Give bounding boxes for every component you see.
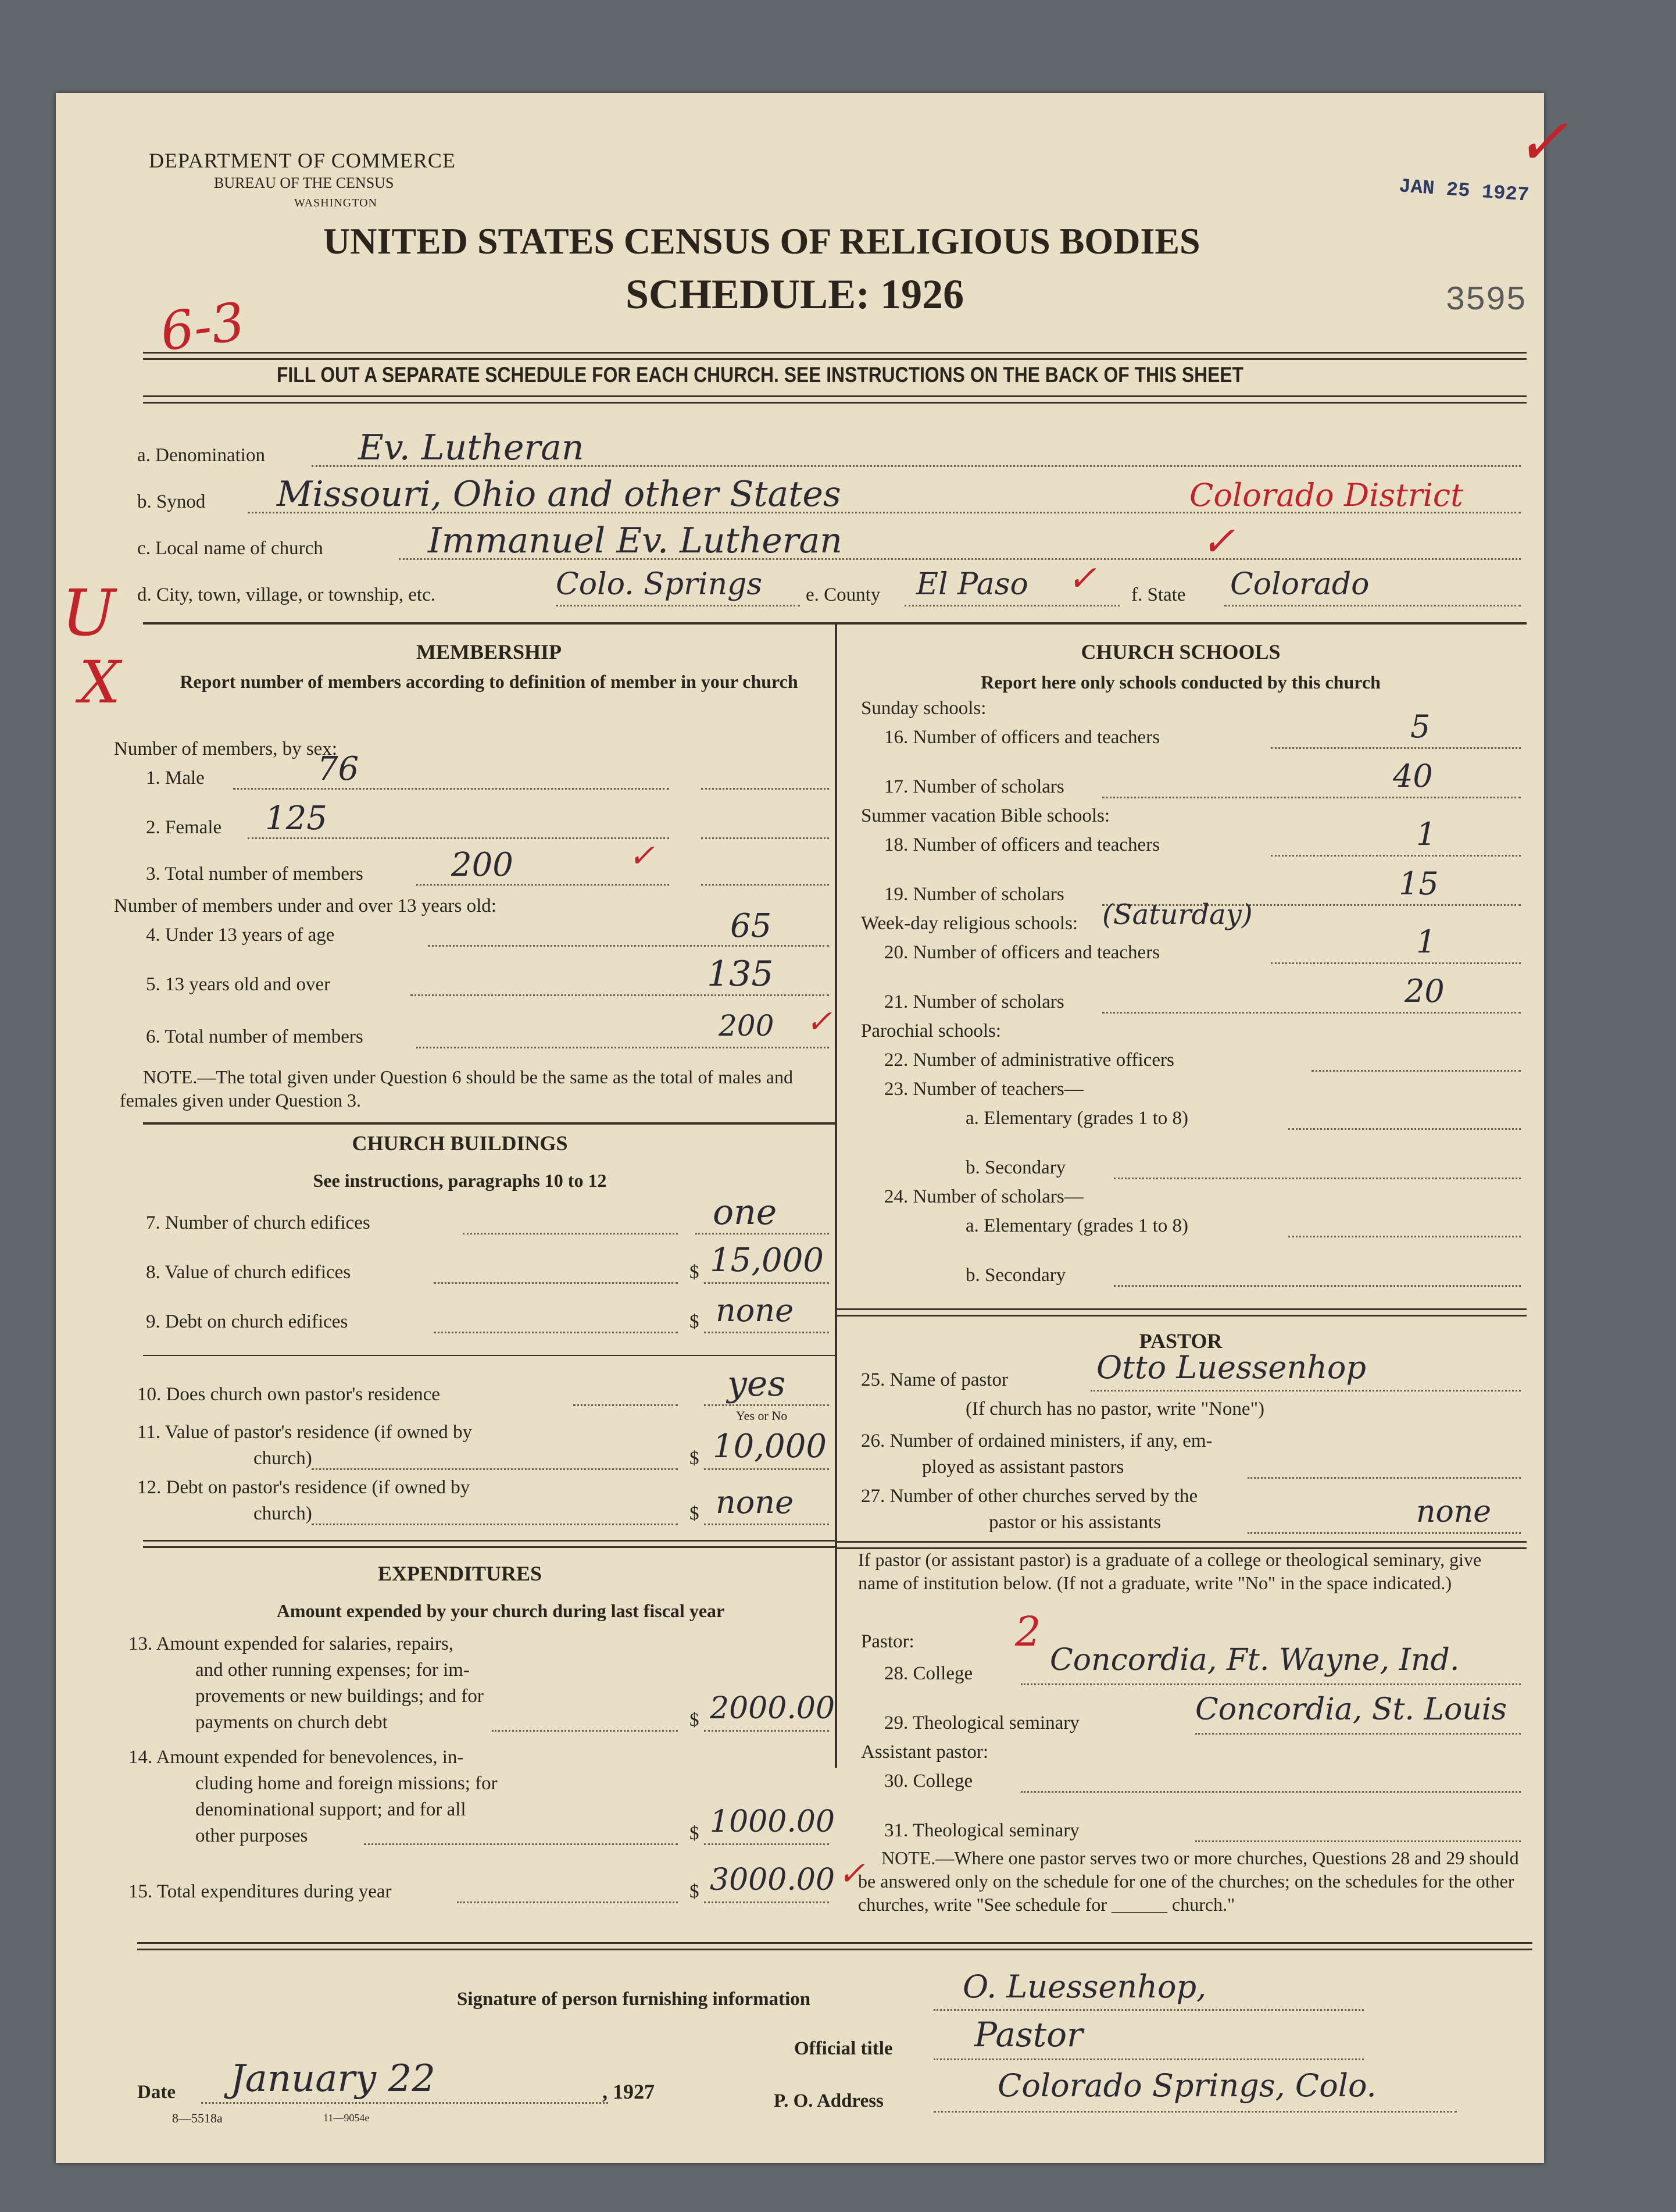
date-value: January 22	[230, 2057, 435, 2100]
buildings-rule	[143, 1540, 835, 1548]
female-line	[248, 837, 669, 839]
q30-label: 30. College	[884, 1771, 973, 1792]
q23a-line	[1288, 1128, 1521, 1130]
q26-label-a: 26. Number of ordained ministers, if any, em-	[861, 1430, 1213, 1451]
q13-line-3: provements or new buildings; and for	[195, 1686, 484, 1707]
print-number: 11—9054e	[323, 2112, 370, 2124]
church-buildings-subtitle: See instructions, paragraphs 10 to 12	[313, 1170, 607, 1191]
membership-subtitle: Report number of members according to definition of member in your church	[180, 671, 798, 692]
q22-label: 22. Number of administrative officers	[884, 1050, 1174, 1071]
q23b-label: b. Secondary	[966, 1157, 1066, 1178]
total-members-2-value: 200	[719, 1009, 774, 1043]
q10-answer-line	[704, 1404, 829, 1406]
county-label: e. County	[806, 584, 881, 605]
q28-value: Concordia, Ft. Wayne, Ind.	[1050, 1643, 1460, 1678]
form-number: 8—5518a	[172, 2111, 223, 2125]
pastor-note-check: ✓	[838, 1855, 865, 1893]
pastor-subheading: Pastor:	[861, 1631, 914, 1652]
membership-title: MEMBERSHIP	[416, 640, 562, 663]
q14-label	[128, 1744, 498, 1849]
q11-answer-line	[704, 1468, 829, 1470]
city-value: Colo. Springs	[556, 567, 763, 602]
q31-line	[1195, 1840, 1521, 1842]
q28-line	[1021, 1683, 1521, 1685]
header-rule-top	[143, 352, 1527, 360]
q14-line-4: other purposes	[195, 1825, 308, 1846]
q7-label: 7. Number of church edifices	[146, 1212, 370, 1233]
total-members-2-label: 6. Total number of members	[146, 1026, 363, 1047]
q12-value: none	[716, 1484, 794, 1521]
q15-dollar: $	[689, 1881, 699, 1902]
q17-value: 40	[1393, 758, 1433, 794]
total-members-line	[416, 884, 669, 886]
q10-label: 10. Does church own pastor's residence	[137, 1384, 440, 1405]
q28-label: 28. College	[884, 1663, 973, 1684]
q21-line	[1102, 1012, 1521, 1014]
form-title: UNITED STATES CENSUS OF RELIGIOUS BODIES	[323, 220, 1200, 262]
q31-label: 31. Theological seminary	[884, 1820, 1080, 1841]
pastor-title: PASTOR	[1139, 1329, 1223, 1353]
q14-line-3: denominational support; and for all	[195, 1799, 466, 1820]
q13-value: 2000.00	[710, 1691, 835, 1726]
q12-line	[312, 1524, 678, 1525]
q8-answer-line	[704, 1282, 829, 1284]
graduate-note: If pastor (or assistant pastor) is a graduate of a college or theological seminary, give name of institution below. (If not a graduate, write "No" in the space indicated.)	[858, 1549, 1482, 1593]
bureau-label: BUREAU OF THE CENSUS	[214, 174, 394, 191]
corner-check-mark: ✓	[1515, 105, 1569, 179]
schedule-title: SCHEDULE: 1926	[626, 271, 964, 317]
department-label: DEPARTMENT OF COMMERCE	[149, 149, 456, 172]
q8-dollar: $	[689, 1262, 699, 1283]
q11-label-b: church)	[253, 1448, 312, 1469]
total-members-value: 200	[451, 846, 513, 884]
signature-label: Signature of person furnishing information	[457, 1989, 811, 2010]
q15-value: 3000.00	[710, 1863, 835, 1897]
female-label: 2. Female	[146, 817, 222, 838]
q17-label: 17. Number of scholars	[884, 776, 1064, 797]
q13-line	[492, 1730, 678, 1732]
female-value: 125	[265, 800, 327, 837]
q29-line	[1195, 1733, 1521, 1735]
membership-note: NOTE.—The total given under Question 6 should be the same as the total of males and females given under Question 3.	[120, 1066, 793, 1111]
date-label: Date	[137, 2082, 176, 2103]
q13-answer-line	[704, 1730, 829, 1732]
column-divider	[835, 622, 837, 1768]
official-title-label: Official title	[794, 2038, 893, 2059]
q25-note: (If church has no pastor, write "None")	[966, 1398, 1265, 1419]
census-schedule-form	[56, 93, 1569, 2163]
q25-label: 25. Name of pastor	[861, 1369, 1008, 1390]
city-label: d. City, town, village, or township, etc.	[137, 584, 435, 605]
q21-label: 21. Number of scholars	[884, 991, 1064, 1012]
fill-separate-instruction: FILL OUT A SEPARATE SCHEDULE FOR EACH CHURCH. SEE INSTRUCTIONS ON THE BACK OF THIS SHEET	[277, 363, 1243, 387]
summer-schools-label: Summer vacation Bible schools:	[861, 805, 1110, 826]
under-13-value: 65	[730, 907, 772, 945]
date-year: , 1927	[602, 2080, 655, 2103]
q13-label	[128, 1631, 484, 1736]
church-schools-title: CHURCH SCHOOLS	[1081, 640, 1281, 663]
q7-answer-line	[695, 1233, 829, 1235]
total-members-label: 3. Total number of members	[146, 864, 363, 884]
q20-line	[1271, 962, 1521, 964]
expenditures-subtitle: Amount expended by your church during last fiscal year	[276, 1600, 725, 1621]
total-members-2-check: ✓	[806, 1003, 832, 1040]
county-value: El Paso	[916, 567, 1028, 602]
q24-label: 24. Number of scholars—	[884, 1186, 1084, 1207]
signature-rule	[137, 1942, 1532, 1950]
q8-value: 15,000	[710, 1241, 824, 1279]
yes-or-no-hint: Yes or No	[736, 1408, 788, 1423]
q11-label-a: 11. Value of pastor's residence (if owned by	[137, 1422, 472, 1443]
q9-line	[434, 1332, 678, 1333]
washington-label: WASHINGTON	[294, 197, 377, 209]
q16-label: 16. Number of officers and teachers	[884, 727, 1160, 748]
q12-label-b: church)	[253, 1503, 312, 1524]
male-answer-line	[701, 788, 829, 790]
q27-label-a: 27. Number of other churches served by the	[861, 1486, 1198, 1507]
q19-value: 15	[1399, 865, 1439, 902]
local-name-check: ✓	[1201, 518, 1235, 565]
q23a-label: a. Elementary (grades 1 to 8)	[966, 1108, 1189, 1129]
expenditures-title: EXPENDITURES	[377, 1562, 542, 1585]
q18-line	[1271, 855, 1521, 857]
q14-line-1: 14. Amount expended for benevolences, in-	[128, 1747, 464, 1768]
assistant-pastor-subheading: Assistant pastor:	[861, 1742, 989, 1763]
q15-label: 15. Total expenditures during year	[128, 1881, 392, 1902]
q24b-label: b. Secondary	[966, 1265, 1066, 1286]
q14-value: 1000.00	[710, 1804, 835, 1839]
margin-u-mark: U	[62, 576, 116, 650]
pastor-note: NOTE.—Where one pastor serves two or more churches, Questions 28 and 29 should be answered only on the schedule for one of the churches; on the schedules for the other churches, write "See schedule for ______ church."	[858, 1847, 1519, 1915]
q25-line	[1091, 1390, 1521, 1392]
schools-rule	[835, 1308, 1527, 1317]
q11-dollar: $	[689, 1448, 699, 1469]
church-buildings-title: CHURCH BUILDINGS	[352, 1132, 568, 1155]
over-13-label: 5. 13 years old and over	[146, 974, 331, 995]
q10-line	[573, 1404, 678, 1406]
q8-line	[434, 1282, 678, 1284]
state-label: f. State	[1131, 584, 1186, 605]
header	[56, 93, 1569, 363]
q9-value: none	[716, 1292, 794, 1329]
membership-rule	[143, 1122, 835, 1125]
q24b-line	[1114, 1285, 1521, 1287]
q10-value: yes	[727, 1364, 786, 1404]
q16-line	[1271, 747, 1521, 749]
q7-line	[463, 1233, 678, 1235]
total-members-2-line	[416, 1047, 829, 1048]
po-address-line	[934, 2111, 1457, 2113]
weekday-schools-label: Week-day religious schools:	[861, 913, 1078, 934]
state-line	[1224, 605, 1521, 606]
po-address-label: P. O. Address	[774, 2090, 884, 2111]
over-13-line	[410, 994, 829, 996]
po-address-value: Colorado Springs, Colo.	[998, 2067, 1377, 2104]
total-members-check: ✓	[628, 837, 655, 874]
header-rule-bottom	[143, 395, 1527, 404]
q13-dollar: $	[689, 1710, 699, 1731]
q27-line	[1248, 1532, 1521, 1534]
schedule-number: 3595	[1445, 282, 1527, 320]
q15-line	[457, 1901, 678, 1903]
q14-dollar: $	[689, 1823, 699, 1844]
q26-label-b: ployed as assistant pastors	[922, 1457, 1124, 1478]
q11-line	[312, 1468, 678, 1470]
q27-value: none	[1416, 1494, 1492, 1529]
synod-district-value: Colorado District	[1189, 477, 1463, 513]
q25-value: Otto Luessenhop	[1096, 1349, 1366, 1386]
over-13-value: 135	[707, 954, 774, 994]
total-members-answer-line	[701, 884, 829, 886]
church-schools-subtitle: Report here only schools conducted by this church	[981, 672, 1381, 693]
official-title-value: Pastor	[974, 2015, 1083, 2054]
q9-label: 9. Debt on church edifices	[146, 1311, 348, 1332]
q14-line	[364, 1843, 678, 1845]
members-by-sex-label: Number of members, by sex:	[114, 738, 337, 759]
q11-value: 10,000	[713, 1428, 827, 1465]
q29-value: Concordia, St. Louis	[1195, 1692, 1507, 1727]
male-label: 1. Male	[146, 768, 205, 789]
q15-answer-line	[704, 1901, 829, 1903]
q7-value: one	[713, 1192, 777, 1233]
county-line	[905, 605, 1120, 606]
denomination-label: a. Denomination	[137, 445, 265, 466]
q9-dollar: $	[689, 1311, 699, 1332]
q27-label-b: pastor or his assistants	[989, 1512, 1162, 1533]
received-date-stamp: JAN 25 1927	[1398, 176, 1530, 207]
signature-value: O. Luessenhop,	[963, 1968, 1207, 2005]
q23-label: 23. Number of teachers—	[884, 1079, 1084, 1100]
q29-label: 29. Theological seminary	[884, 1712, 1080, 1733]
synod-value: Missouri, Ohio and other States	[277, 474, 841, 515]
male-value: 76	[317, 750, 359, 788]
official-title-line	[934, 2058, 1364, 2060]
q24a-label: a. Elementary (grades 1 to 8)	[966, 1215, 1189, 1236]
county-check: ✓	[1067, 558, 1097, 599]
city-line	[556, 605, 800, 606]
denomination-value: Ev. Lutheran	[358, 427, 584, 468]
female-answer-line	[701, 837, 829, 839]
q20-label: 20. Number of officers and teachers	[884, 942, 1160, 963]
q13-line-4: payments on church debt	[195, 1712, 388, 1733]
q19-label: 19. Number of scholars	[884, 884, 1064, 905]
q23b-line	[1114, 1178, 1521, 1179]
q12-label-a: 12. Debt on pastor's residence (if owned by	[137, 1477, 470, 1498]
q26-line	[1248, 1477, 1521, 1479]
pastor-red-two: 2	[1015, 1608, 1041, 1656]
q8-label: 8. Value of church edifices	[146, 1262, 351, 1283]
q13-line-2: and other running expenses; for im-	[195, 1660, 470, 1681]
buildings-inner-rule	[143, 1355, 835, 1356]
q21-value: 20	[1405, 973, 1445, 1009]
q20-value: 1	[1416, 923, 1436, 960]
q18-value: 1	[1416, 816, 1436, 852]
q9-answer-line	[704, 1332, 829, 1333]
local-name-label: c. Local name of church	[137, 538, 323, 559]
male-line	[233, 788, 669, 790]
signature-line	[934, 2009, 1364, 2011]
q18-label: 18. Number of officers and teachers	[884, 834, 1160, 855]
q13-line-1: 13. Amount expended for salaries, repairs,	[128, 1633, 454, 1654]
q12-answer-line	[704, 1524, 829, 1525]
parochial-schools-label: Parochial schools:	[861, 1021, 1002, 1041]
members-by-age-label: Number of members under and over 13 years old:	[114, 895, 496, 916]
q17-line	[1102, 797, 1521, 798]
q30-line	[1021, 1791, 1521, 1793]
weekday-schools-note: (Saturday)	[1102, 898, 1253, 931]
q14-answer-line	[704, 1843, 829, 1845]
q14-line-2: cluding home and foreign missions; for	[195, 1773, 498, 1794]
under-13-label: 4. Under 13 years of age	[146, 925, 335, 946]
sunday-schools-label: Sunday schools:	[861, 698, 987, 719]
q24a-line	[1288, 1236, 1521, 1237]
membership-x-mark: X	[79, 648, 121, 716]
q22-line	[1312, 1070, 1521, 1072]
state-value: Colorado	[1230, 567, 1370, 602]
margin-code-mark: 6-3	[156, 291, 249, 363]
under-13-line	[428, 945, 829, 947]
q16-value: 5	[1410, 708, 1431, 745]
q12-dollar: $	[689, 1503, 699, 1524]
date-line	[201, 2102, 608, 2104]
synod-label: b. Synod	[137, 491, 206, 512]
local-name-value: Immanuel Ev. Lutheran	[428, 520, 842, 561]
